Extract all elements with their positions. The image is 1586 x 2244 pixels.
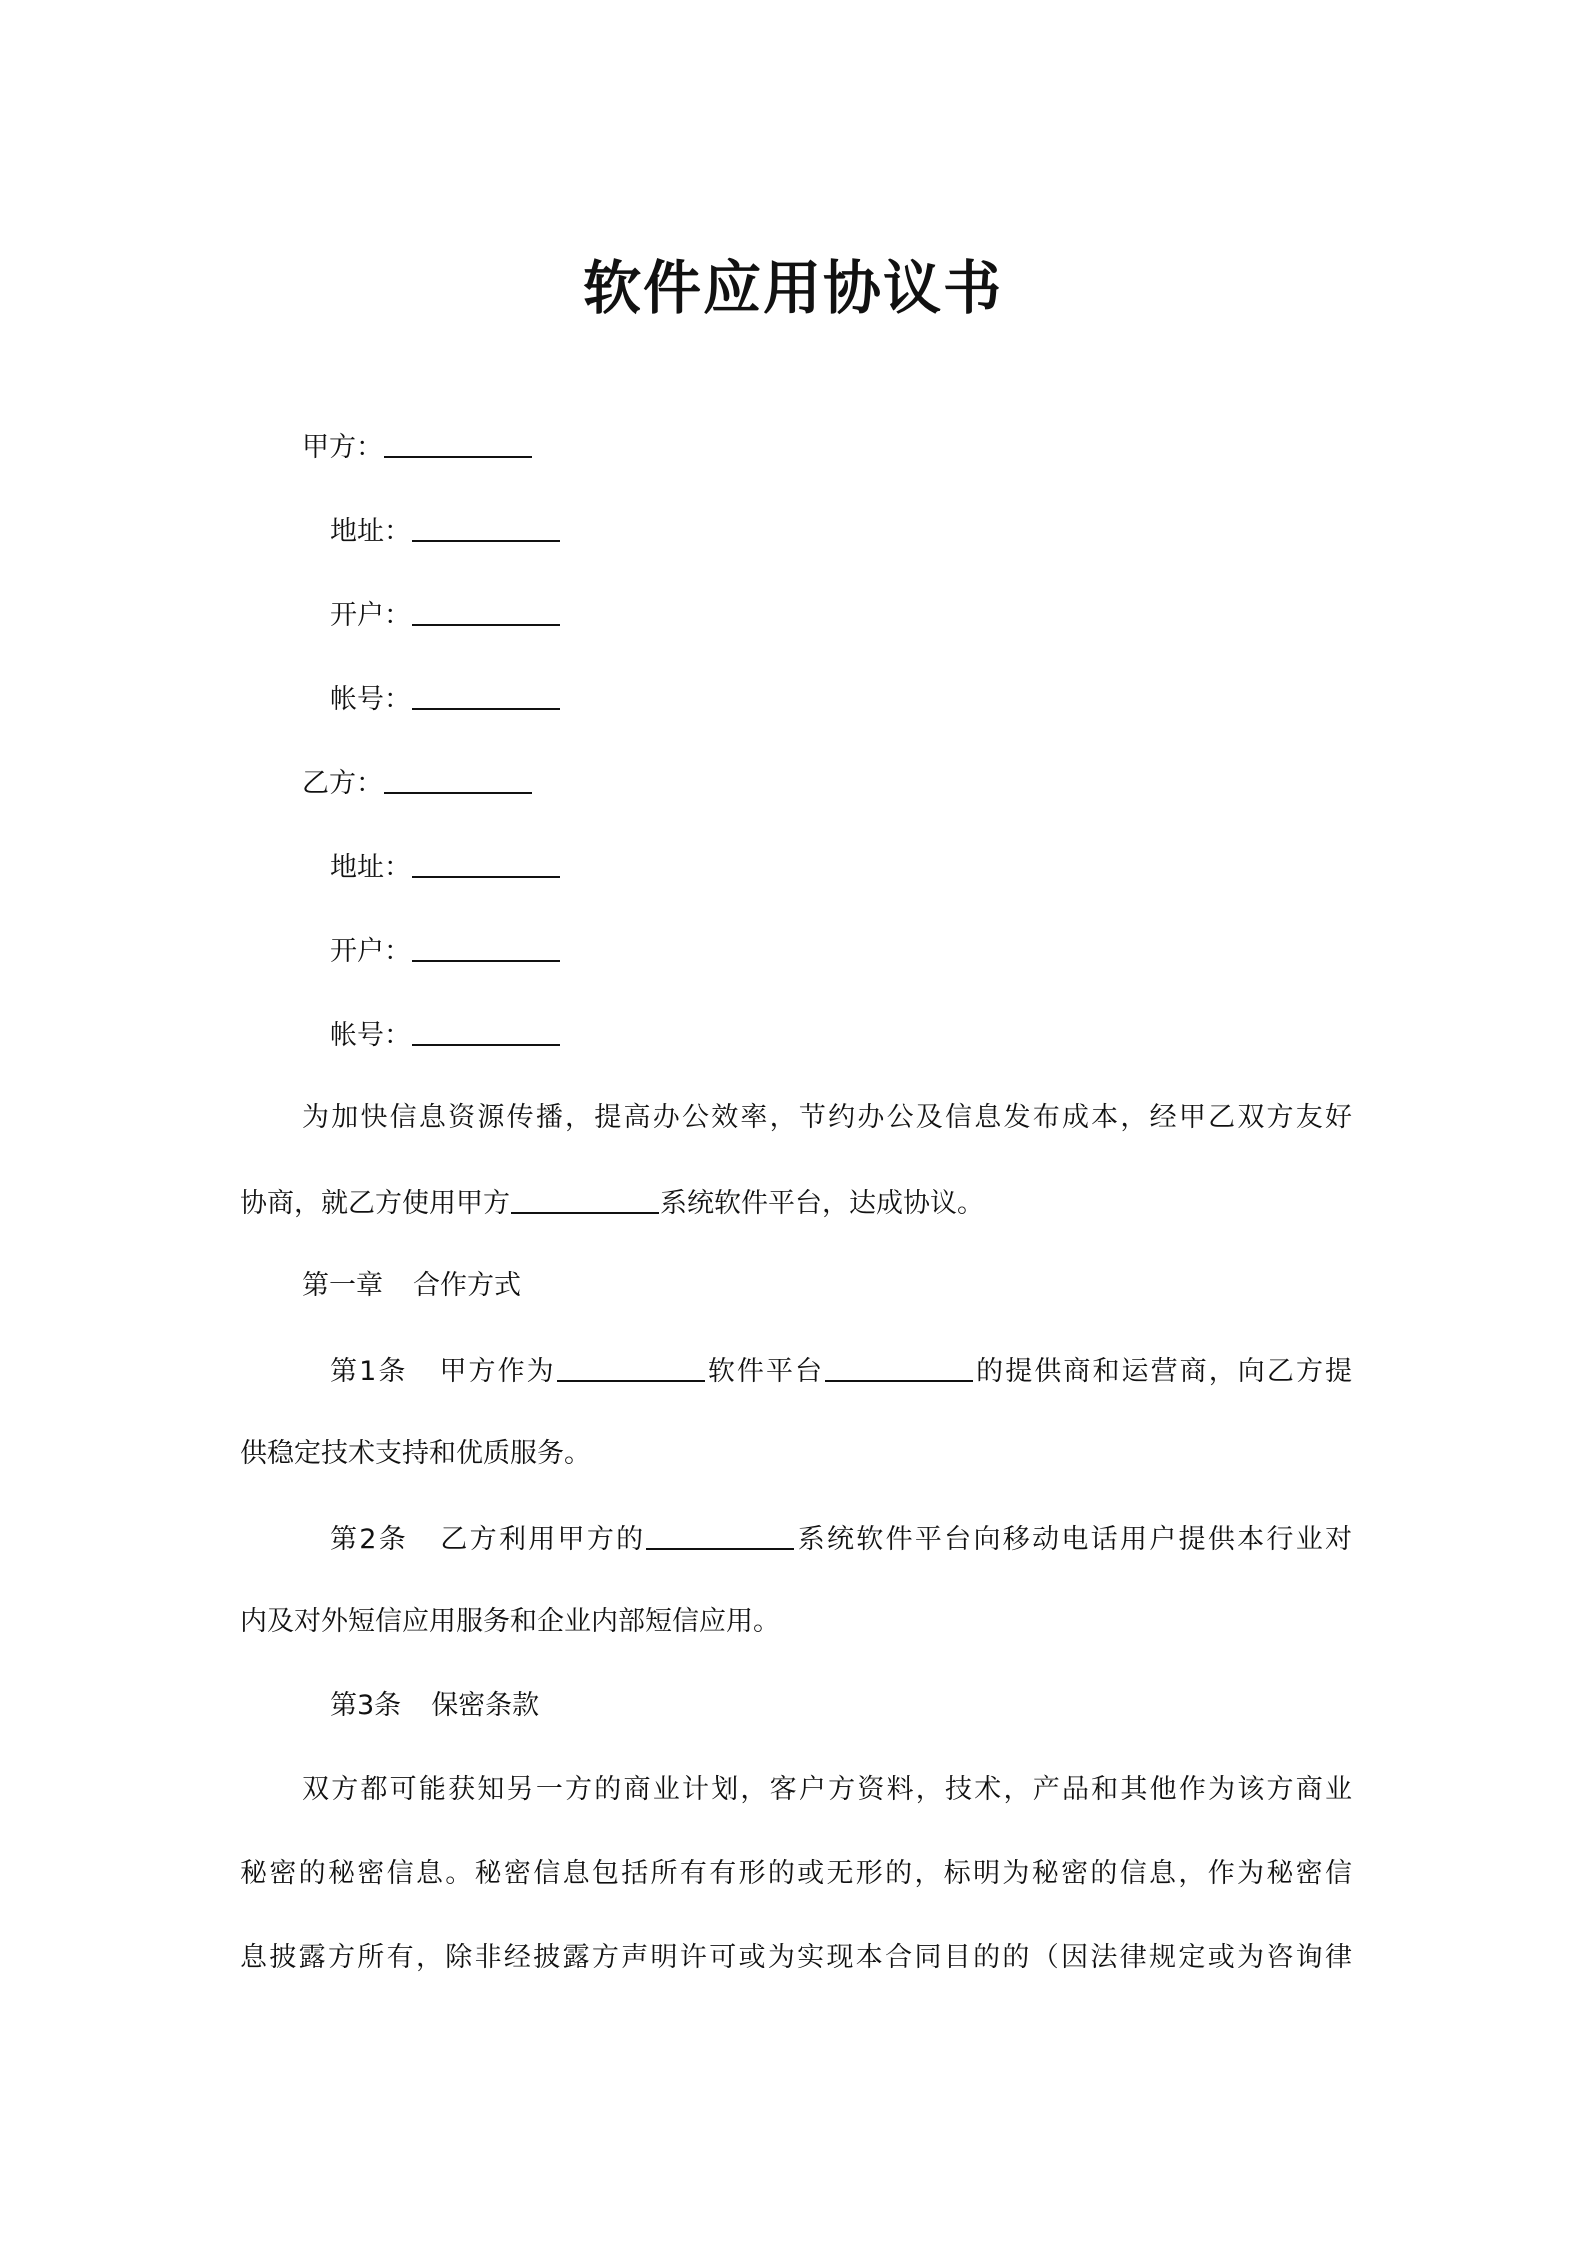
article-2-blank[interactable] [646, 1518, 794, 1550]
party-b-address-label: 地址： [330, 852, 411, 883]
party-b-address-blank[interactable] [412, 846, 560, 878]
confidential-line-1: 双方都可能获知另一方的商业计划，客户方资料，技术，产品和其他作为该方商业 [302, 1774, 1352, 1805]
intro-system-blank[interactable] [511, 1182, 659, 1214]
party-a-blank[interactable] [384, 426, 532, 458]
confidential-line-2: 秘密的秘密信息。秘密信息包括所有有形的或无形的，标明为秘密的信息，作为秘密信 [240, 1858, 1352, 1889]
intro-text-a: 协商，就乙方使用甲方 [240, 1188, 510, 1219]
party-a-address-line [330, 510, 561, 552]
party-b-bank-blank[interactable] [412, 930, 560, 962]
intro-text-b: 系统软件平台，达成协议。 [660, 1188, 984, 1219]
article-1-number: 第1条 [330, 1356, 408, 1387]
party-a-account-label: 帐号： [330, 684, 411, 715]
article-2-line-1 [330, 1518, 1352, 1560]
article-1-text-b: 软件平台 [705, 1356, 825, 1387]
party-b-blank[interactable] [384, 762, 532, 794]
chapter-1-number: 第一章 [302, 1270, 383, 1301]
article-2-line-2: 内及对外短信应用服务和企业内部短信应用。 [240, 1606, 780, 1637]
article-3-heading [330, 1686, 539, 1726]
article-2-text-b: 系统软件平台向移动电话用户提供本行业对 [795, 1524, 1353, 1555]
party-a-line [302, 426, 533, 468]
party-a-address-blank[interactable] [412, 510, 560, 542]
party-a-label: 甲方： [302, 432, 383, 463]
confidential-line-3: 息披露方所有，除非经披露方声明许可或为实现本合同目的的（因法律规定或为咨询律 [240, 1942, 1352, 1973]
party-a-bank-line [330, 594, 561, 636]
article-1-text-c: 的提供商和运营商，向乙方提 [974, 1356, 1353, 1387]
intro-line-2 [240, 1182, 984, 1224]
article-1-line-2: 供稳定技术支持和优质服务。 [240, 1438, 591, 1469]
party-a-bank-blank[interactable] [412, 594, 560, 626]
article-3-name: 保密条款 [431, 1690, 540, 1721]
party-b-line [302, 762, 533, 804]
party-b-account-line [330, 1014, 561, 1056]
party-a-account-line [330, 678, 561, 720]
article-1-text-a: 甲方作为 [437, 1356, 556, 1387]
party-a-account-blank[interactable] [412, 678, 560, 710]
party-b-label: 乙方： [302, 768, 383, 799]
article-1-line-1 [330, 1350, 1352, 1392]
article-2-number: 第2条 [330, 1524, 409, 1555]
intro-line-1: 为加快信息资源传播，提高办公效率，节约办公及信息发布成本，经甲乙双方友好 [302, 1102, 1352, 1133]
document-title: 软件应用协议书 [582, 254, 1003, 322]
party-a-address-label: 地址： [330, 516, 411, 547]
party-b-bank-line [330, 930, 561, 972]
party-b-bank-label: 开户： [330, 936, 411, 967]
chapter-1-heading [302, 1266, 521, 1306]
article-3-number: 第3条 [330, 1690, 402, 1721]
article-1-blank-2[interactable] [825, 1350, 973, 1382]
chapter-1-name: 合作方式 [413, 1270, 521, 1301]
party-b-address-line [330, 846, 561, 888]
article-2-text-a: 乙方利用甲方的 [438, 1524, 646, 1555]
party-b-account-blank[interactable] [412, 1014, 560, 1046]
article-1-blank-1[interactable] [557, 1350, 705, 1382]
party-b-account-label: 帐号： [330, 1020, 411, 1051]
party-a-bank-label: 开户： [330, 600, 411, 631]
